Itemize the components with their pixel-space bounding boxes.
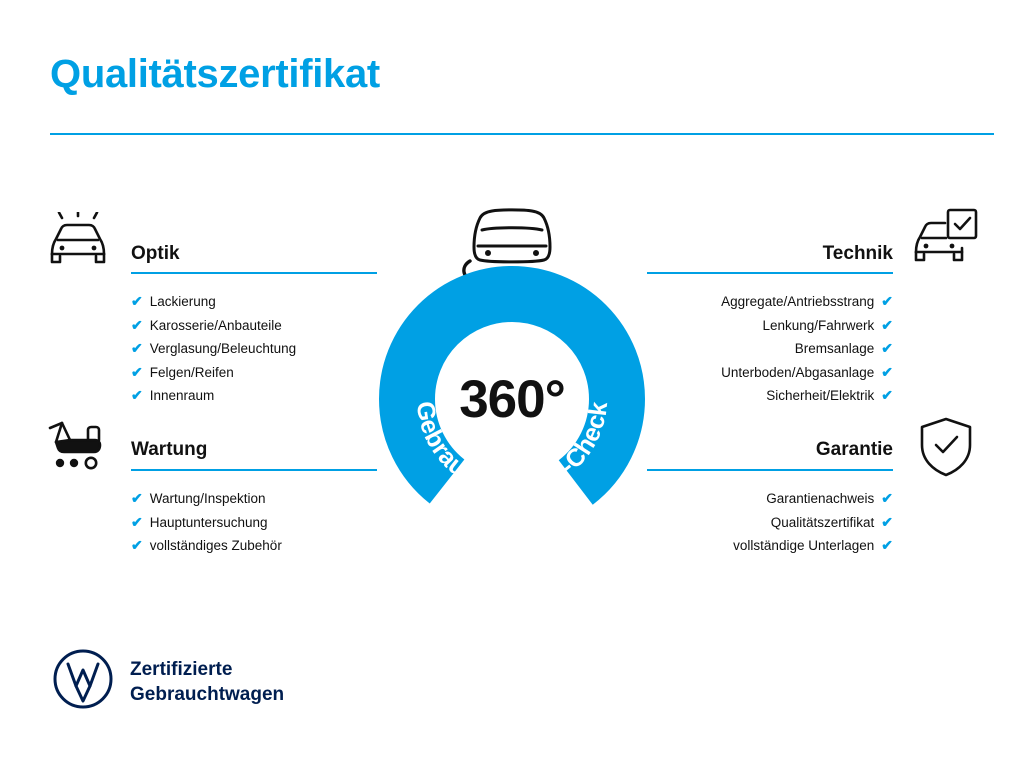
page-title: Qualitätszertifikat	[50, 52, 380, 96]
list-item-label: Felgen/Reifen	[149, 364, 234, 380]
list-item	[131, 337, 391, 361]
check-icon: ✔	[881, 490, 893, 506]
list-item-label: Bremsanlage	[794, 341, 875, 356]
check-icon: ✔	[881, 363, 893, 380]
optik-heading: Optik	[131, 243, 180, 264]
list-item-label: Unterboden/Abgasanlage	[721, 364, 875, 380]
list-item-label: Sicherheit/Elektrik	[766, 388, 875, 403]
list-item	[593, 534, 893, 558]
check-icon: ✔	[131, 293, 143, 309]
check-icon: ✔	[131, 490, 143, 506]
list-item-label: Lackierung	[149, 294, 216, 309]
check-icon: ✔	[131, 363, 143, 380]
optik-divider	[131, 272, 377, 274]
list-item-label: Karosserie/Anbauteile	[149, 317, 282, 333]
check-icon: ✔	[881, 316, 893, 333]
check-icon: ✔	[881, 387, 893, 403]
badge-value: 360°	[459, 369, 565, 429]
title-divider	[50, 133, 994, 135]
check-icon: ✔	[881, 340, 893, 356]
list-item-label: vollständiges Zubehör	[149, 538, 282, 553]
check-icon: ✔	[881, 513, 893, 530]
list-item-label: Verglasung/Beleuchtung	[149, 341, 297, 356]
optik-list	[131, 290, 391, 408]
list-item	[131, 290, 391, 314]
check-icon: ✔	[131, 340, 143, 356]
list-item-label: vollständige Unterlagen	[733, 538, 875, 553]
list-item-label: Garantienachweis	[766, 491, 875, 506]
wartung-divider	[131, 469, 377, 471]
wartung-heading: Wartung	[131, 439, 208, 460]
list-item-label: Aggregate/Antriebsstrang	[721, 294, 875, 309]
list-item	[131, 314, 391, 338]
list-item	[131, 534, 391, 558]
svg-text:Gebrauchtwagen-Check: Gebrauchtwagen-Check	[410, 399, 614, 501]
list-item	[131, 511, 391, 535]
car-shine-icon	[46, 212, 114, 279]
vw-logo	[52, 648, 114, 715]
list-item	[131, 487, 391, 511]
footer-line-2: Gebrauchtwagen	[130, 683, 285, 705]
check-icon: ✔	[881, 293, 893, 309]
list-item-label: Innenraum	[149, 388, 215, 403]
wartung-list	[131, 487, 391, 558]
shield-check-icon	[915, 416, 977, 483]
list-item-label: Wartung/Inspektion	[149, 491, 266, 506]
list-item-label: Qualitätszertifikat	[770, 514, 875, 530]
technik-heading: Technik	[822, 243, 893, 264]
check-icon: ✔	[131, 537, 143, 553]
check-icon: ✔	[131, 316, 143, 333]
list-item-label: Lenkung/Fahrwerk	[762, 317, 875, 333]
list-item	[131, 384, 391, 408]
car-lift-icon	[46, 418, 114, 485]
list-item	[131, 361, 391, 385]
list-item-label: Hauptuntersuchung	[149, 514, 268, 530]
360-check-badge	[379, 266, 645, 532]
footer-line-1: Zertifizierte	[130, 658, 233, 680]
check-icon: ✔	[131, 513, 143, 530]
car-check-icon	[912, 208, 980, 275]
garantie-heading: Garantie	[815, 439, 893, 460]
technik-divider	[647, 272, 893, 274]
check-icon: ✔	[131, 387, 143, 403]
garantie-divider	[647, 469, 893, 471]
check-icon: ✔	[881, 537, 893, 553]
footer-text	[130, 657, 284, 707]
footer-branding	[52, 648, 284, 715]
